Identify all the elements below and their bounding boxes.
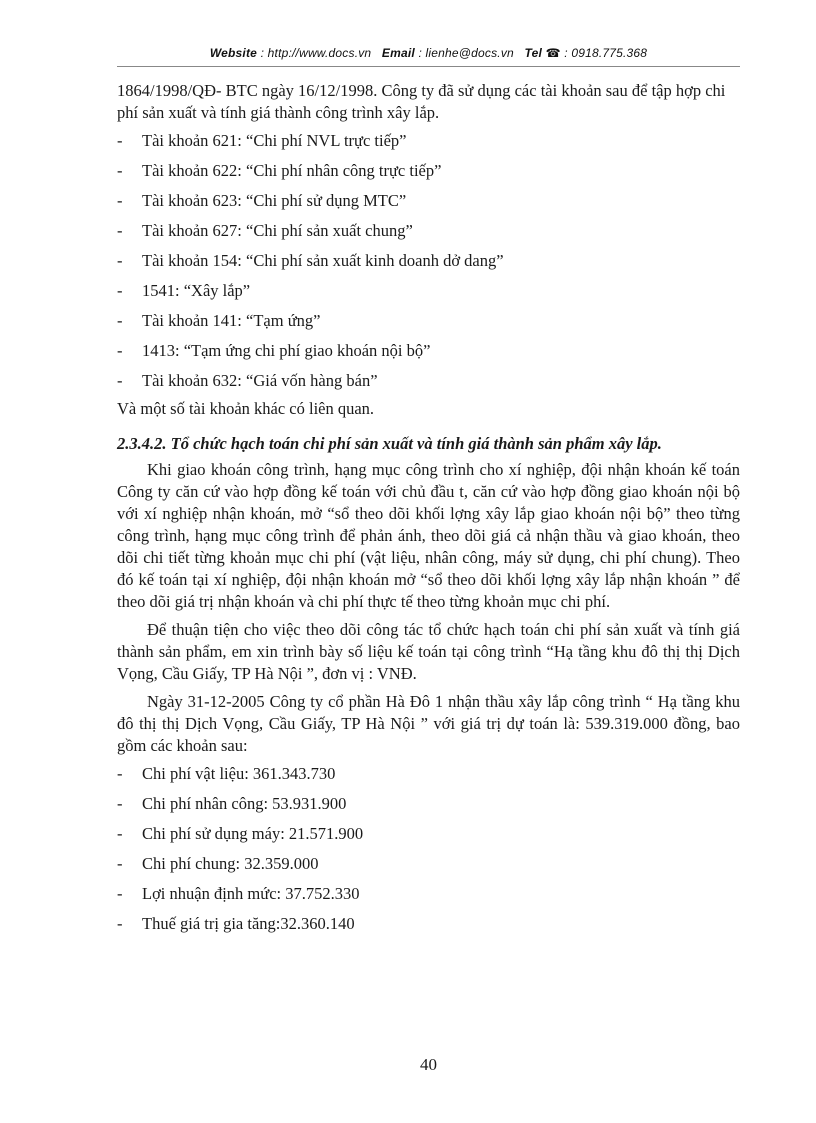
account-item: - 1413: “Tạm ứng chi phí giao khoán nội bộ”	[117, 341, 431, 360]
bullet-dash: -	[117, 764, 123, 783]
tel-label: Tel	[524, 46, 543, 60]
cost-item: - Chi phí nhân công: 53.931.900	[117, 794, 347, 813]
body-paragraph: Khi giao khoán công trình, hạng mục công trình cho xí nghiệp, đội nhận khoán kế toán Công ty căn cứ vào hợp đồng kế toán với chủ đầu t, căn cứ vào hợp đồng giao khoán nội bộ với xí nghiệp nhận khoán, mở “sổ theo dõi khối lợng xây lắp giao khoán nội bộ” theo từng công trình, hạng mục công trình để phản ánh, theo dõi giá cả nhận thầu và giao khoán, theo dõi chi tiết từng khoản mục chi phí (vật liệu, nhân công, máy sử dụng, chi phí chung). Theo đó kế toán tại xí nghiệp, đội nhận khoán mở “sổ theo dõi khối lợng xây lắp nhận khoán ” để theo dõi giá trị nhận khoán và chi phí thực tế theo từng khoản mục chi phí.	[117, 460, 740, 611]
body-paragraph: Ngày 31-12-2005 Công ty cổ phần Hà Đô 1 nhận thầu xây lắp công trình “ Hạ tầng khu đô thị thị Dịch Vọng, Cầu Giấy, TP Hà Nội ” với giá trị dự toán là: 539.319.000 đồng, bao gồm các khoản sau:	[117, 692, 740, 755]
cost-item: - Chi phí sử dụng máy: 21.571.900	[117, 824, 364, 843]
account-item: - Tài khoản 141: “Tạm ứng”	[117, 311, 321, 330]
cost-item: - Chi phí vật liệu: 361.343.730	[117, 764, 336, 783]
outro-paragraph: Và một số tài khoản khác có liên quan.	[117, 399, 375, 418]
bullet-dash: -	[117, 824, 123, 843]
cost-item: - Chi phí chung: 32.359.000	[117, 854, 319, 873]
email-value: : lienhe@docs.vn	[418, 46, 514, 60]
bullet-dash: -	[117, 311, 123, 330]
account-item: - Tài khoản 623: “Chi phí sử dụng MTC”	[117, 191, 407, 210]
bullet-dash: -	[117, 281, 123, 300]
bullet-dash: -	[117, 251, 123, 270]
page-header	[117, 46, 740, 60]
bullet-dash: -	[117, 914, 123, 933]
page-number: 40	[420, 1055, 437, 1074]
bullet-dash: -	[117, 854, 123, 873]
phone-icon: ☎	[545, 46, 561, 60]
tel-value: : 0918.775.368	[564, 46, 648, 60]
website-value: : http://www.docs.vn	[260, 46, 372, 60]
bullet-dash: -	[117, 191, 123, 210]
bullet-dash: -	[117, 371, 123, 390]
account-item: - Tài khoản 154: “Chi phí sản xuất kinh doanh dở dang”	[117, 251, 504, 270]
account-item: - Tài khoản 627: “Chi phí sản xuất chung”	[117, 221, 413, 240]
page-content	[117, 80, 740, 943]
website-label: Website	[209, 46, 258, 60]
account-list	[117, 130, 740, 392]
section-heading: 2.3.4.2. Tổ chức hạch toán chi phí sản xuất và tính giá thành sản phẩm xây lắp.	[117, 434, 662, 453]
bullet-dash: -	[117, 161, 123, 180]
header-divider	[117, 66, 740, 67]
account-item: - Tài khoản 632: “Giá vốn hàng bán”	[117, 371, 378, 390]
cost-item: - Lợi nhuận định mức: 37.752.330	[117, 884, 360, 903]
bullet-dash: -	[117, 884, 123, 903]
account-item: - Tài khoản 622: “Chi phí nhân công trực tiếp”	[117, 161, 442, 180]
account-item: - 1541: “Xây lắp”	[117, 281, 251, 300]
bullet-dash: -	[117, 221, 123, 240]
bullet-dash: -	[117, 794, 123, 813]
cost-list	[117, 763, 740, 935]
cost-item: - Thuế giá trị gia tăng:32.360.140	[117, 914, 355, 933]
body-paragraph: Để thuận tiện cho việc theo dõi công tác tổ chức hạch toán chi phí sản xuất và tính giá thành sản phẩm, em xin trình bày số liệu kế toán tại công trình “Hạ tầng khu đô thị thị Dịch Vọng, Cầu Giấy, TP Hà Nội ”, đơn vị : VNĐ.	[117, 620, 740, 683]
bullet-dash: -	[117, 131, 123, 150]
account-item: - Tài khoản 621: “Chi phí NVL trực tiếp”	[117, 131, 407, 150]
bullet-dash: -	[117, 341, 123, 360]
email-label: Email	[381, 46, 415, 60]
intro-paragraph: 1864/1998/QĐ- BTC ngày 16/12/1998. Công ty đã sử dụng các tài khoản sau để tập hợp chi phí sản xuất và tính giá thành công trình xây lắp.	[117, 81, 726, 122]
